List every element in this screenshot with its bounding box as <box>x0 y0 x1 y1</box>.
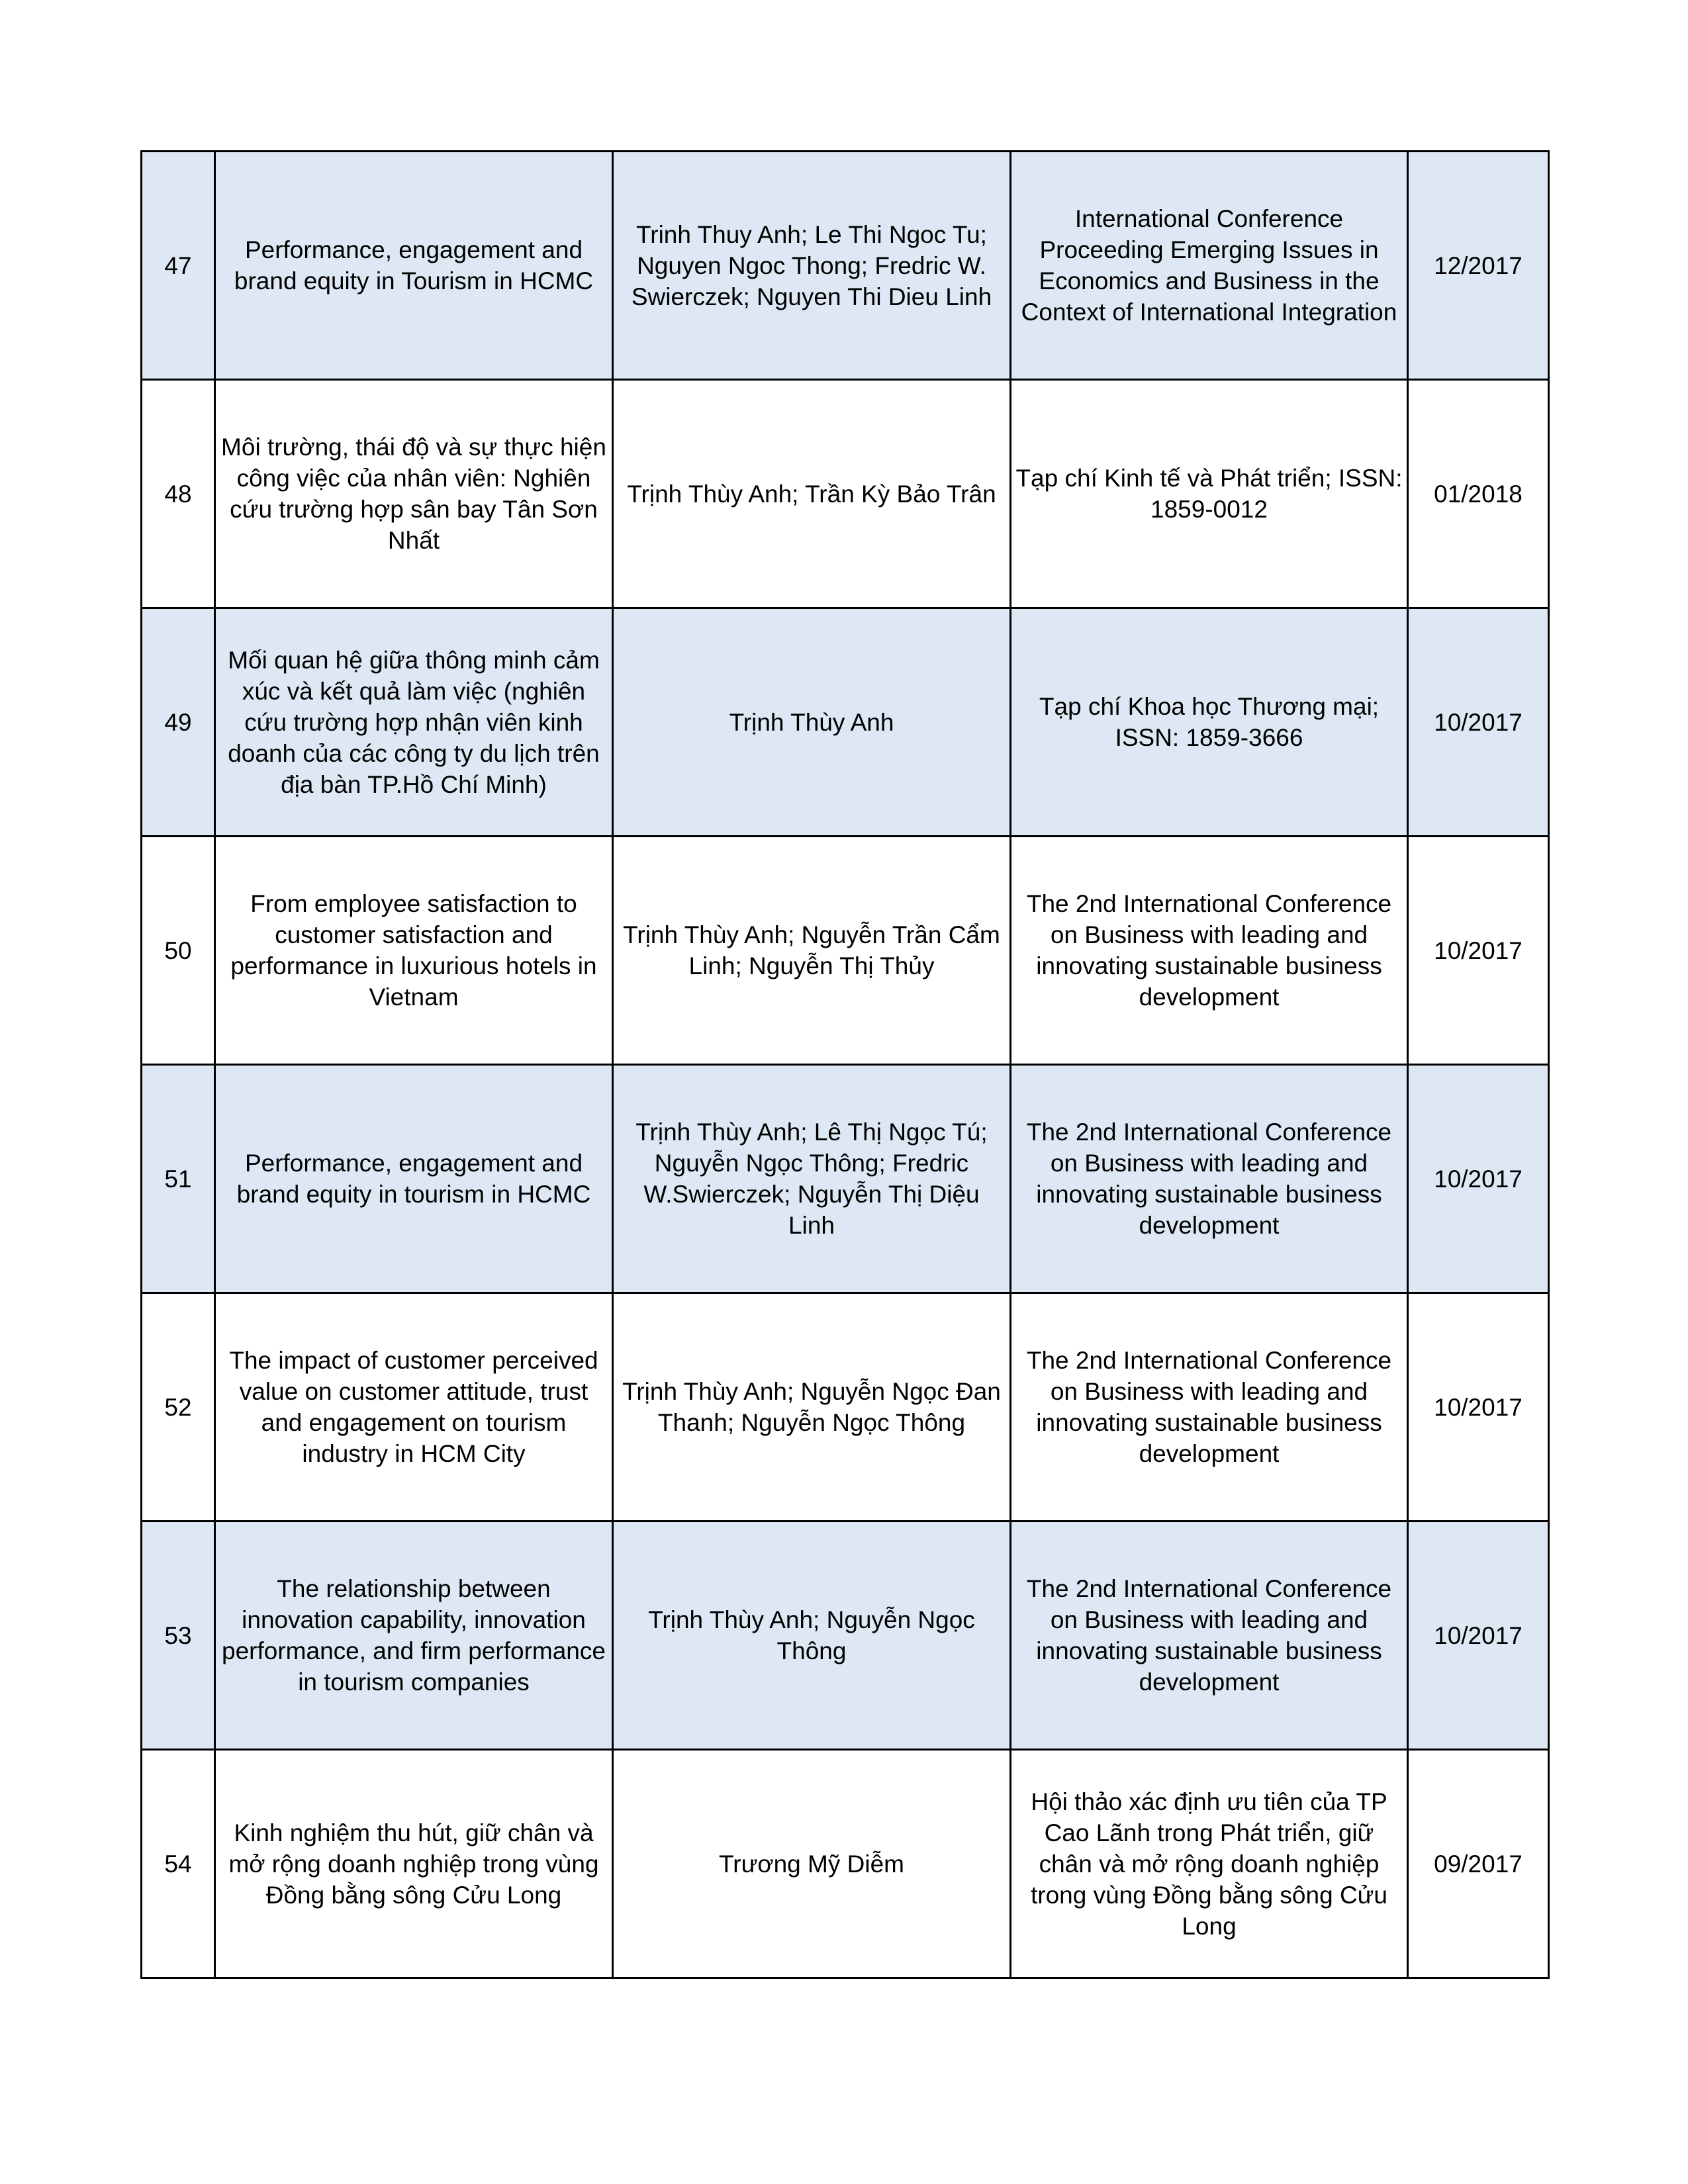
table-row <box>142 1293 1549 1522</box>
publication-date-cell: 10/2017 <box>1408 1522 1549 1750</box>
publication-date-cell: 10/2017 <box>1408 608 1549 837</box>
row-number-cell: 49 <box>142 608 215 837</box>
publication-date-cell: 10/2017 <box>1408 1065 1549 1293</box>
row-number-cell: 48 <box>142 380 215 608</box>
table-row <box>142 380 1549 608</box>
publication-title-cell: Môi trường, thái độ và sự thực hiện công việc của nhân viên: Nghiên cứu trường hợp sân bay Tân Sơn Nhất <box>215 380 613 608</box>
authors-cell: Trịnh Thùy Anh; Lê Thị Ngọc Tú; Nguyễn Ngọc Thông; Fredric W.Swierczek; Nguyễn Thị Diệu Linh <box>613 1065 1011 1293</box>
publication-date-cell: 01/2018 <box>1408 380 1549 608</box>
venue-cell: The 2nd International Conference on Business with leading and innovating sustainable business development <box>1011 1293 1408 1522</box>
publication-title-cell: From employee satisfaction to customer satisfaction and performance in luxurious hotels in Vietnam <box>215 837 613 1065</box>
table-row <box>142 152 1549 380</box>
publication-title-cell: The relationship between innovation capability, innovation performance, and firm performance in tourism companies <box>215 1522 613 1750</box>
row-number-cell: 50 <box>142 837 215 1065</box>
venue-cell: The 2nd International Conference on Business with leading and innovating sustainable business development <box>1011 1522 1408 1750</box>
publications-table <box>140 150 1550 1979</box>
publication-date-cell: 12/2017 <box>1408 152 1549 380</box>
row-number-cell: 51 <box>142 1065 215 1293</box>
publication-date-cell: 10/2017 <box>1408 837 1549 1065</box>
table-row <box>142 837 1549 1065</box>
publication-title-cell: Performance, engagement and brand equity in tourism in HCMC <box>215 1065 613 1293</box>
publication-date-cell: 09/2017 <box>1408 1750 1549 1978</box>
authors-cell: Trịnh Thùy Anh; Trần Kỳ Bảo Trân <box>613 380 1011 608</box>
row-number-cell: 53 <box>142 1522 215 1750</box>
row-number-cell: 47 <box>142 152 215 380</box>
venue-cell: Tạp chí Khoa học Thương mại; ISSN: 1859-3666 <box>1011 608 1408 837</box>
venue-cell: The 2nd International Conference on Business with leading and innovating sustainable business development <box>1011 1065 1408 1293</box>
authors-cell: Trịnh Thùy Anh; Nguyễn Trần Cẩm Linh; Nguyễn Thị Thủy <box>613 837 1011 1065</box>
authors-cell: Trịnh Thùy Anh; Nguyễn Ngọc Thông <box>613 1522 1011 1750</box>
publication-title-cell: The impact of customer perceived value on customer attitude, trust and engagement on tourism industry in HCM City <box>215 1293 613 1522</box>
authors-cell: Trinh Thuy Anh; Le Thi Ngoc Tu; Nguyen Ngoc Thong; Fredric W. Swierczek; Nguyen Thi Dieu Linh <box>613 152 1011 380</box>
table-row <box>142 1522 1549 1750</box>
row-number-cell: 52 <box>142 1293 215 1522</box>
publication-date-cell: 10/2017 <box>1408 1293 1549 1522</box>
venue-cell: Hội thảo xác định ưu tiên của TP Cao Lãnh trong Phát triển, giữ chân và mở rộng doanh nghiệp trong vùng Đồng bằng sông Cửu Long <box>1011 1750 1408 1978</box>
authors-cell: Trịnh Thùy Anh <box>613 608 1011 837</box>
table-row <box>142 1750 1549 1978</box>
authors-cell: Trương Mỹ Diễm <box>613 1750 1011 1978</box>
row-number-cell: 54 <box>142 1750 215 1978</box>
table-row <box>142 1065 1549 1293</box>
authors-cell: Trịnh Thùy Anh; Nguyễn Ngọc Đan Thanh; Nguyễn Ngọc Thông <box>613 1293 1011 1522</box>
venue-cell: The 2nd International Conference on Business with leading and innovating sustainable business development <box>1011 837 1408 1065</box>
venue-cell: International Conference Proceeding Emerging Issues in Economics and Business in the Context of International Integration <box>1011 152 1408 380</box>
publication-title-cell: Kinh nghiệm thu hút, giữ chân và mở rộng doanh nghiệp trong vùng Đồng bằng sông Cửu Long <box>215 1750 613 1978</box>
table-row <box>142 608 1549 837</box>
publication-title-cell: Performance, engagement and brand equity in Tourism in HCMC <box>215 152 613 380</box>
venue-cell: Tạp chí Kinh tế và Phát triển; ISSN: 1859-0012 <box>1011 380 1408 608</box>
publication-title-cell: Mối quan hệ giữa thông minh cảm xúc và kết quả làm việc (nghiên cứu trường hợp nhận viên kinh doanh của các công ty du lịch trên địa bàn TP.Hồ Chí Minh) <box>215 608 613 837</box>
